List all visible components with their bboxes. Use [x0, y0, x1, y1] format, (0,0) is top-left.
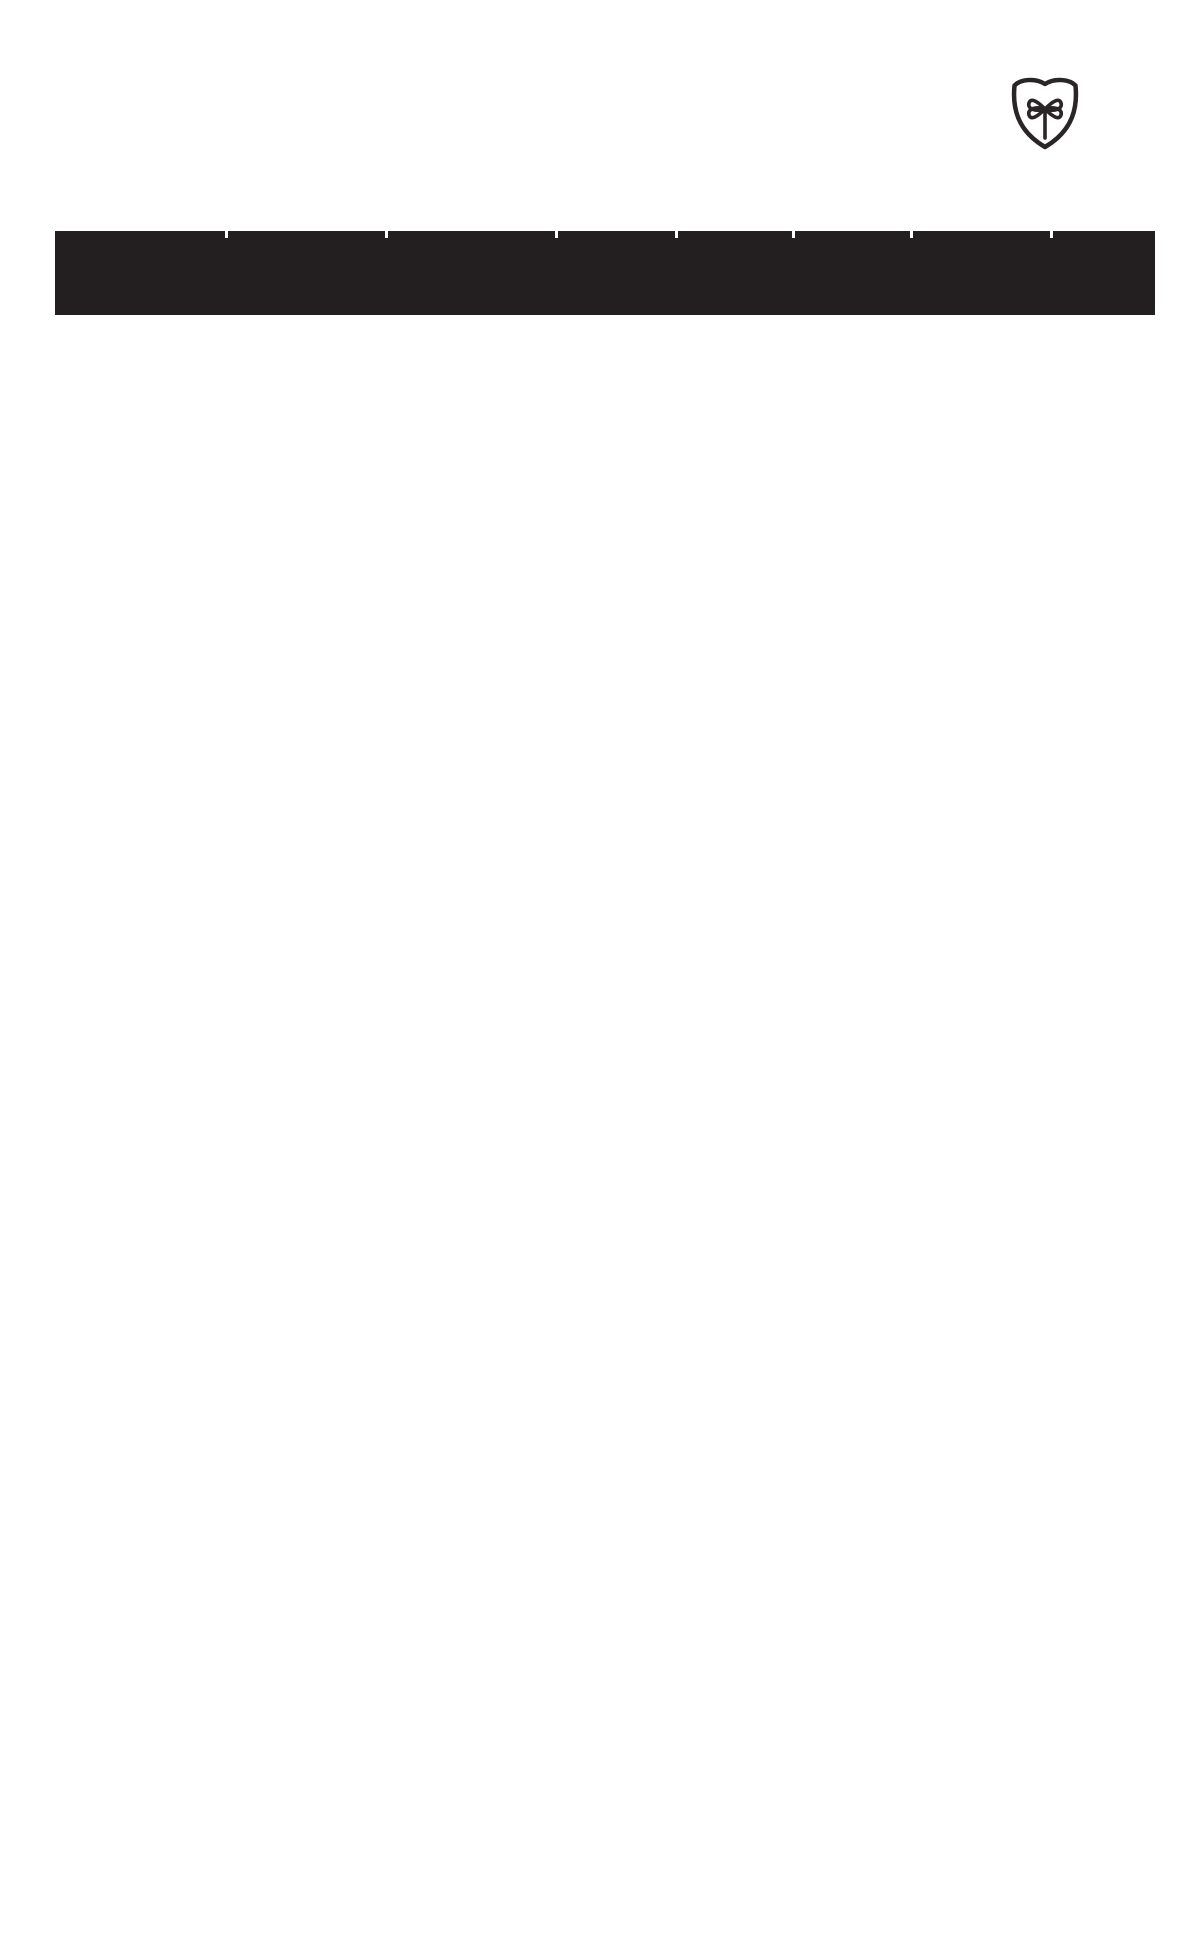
header-divider-tick [225, 231, 228, 238]
table-header-row [55, 231, 1155, 315]
header-divider-tick [555, 231, 558, 238]
header-divider-tick [1050, 231, 1053, 238]
size-table [55, 231, 1155, 315]
header-divider-tick [385, 231, 388, 238]
header-divider-tick [910, 231, 913, 238]
pretty-brave-logo [935, 5, 1155, 225]
header-divider-tick [792, 231, 795, 238]
shield-flower-icon [1014, 80, 1076, 147]
header-divider-tick [675, 231, 678, 238]
